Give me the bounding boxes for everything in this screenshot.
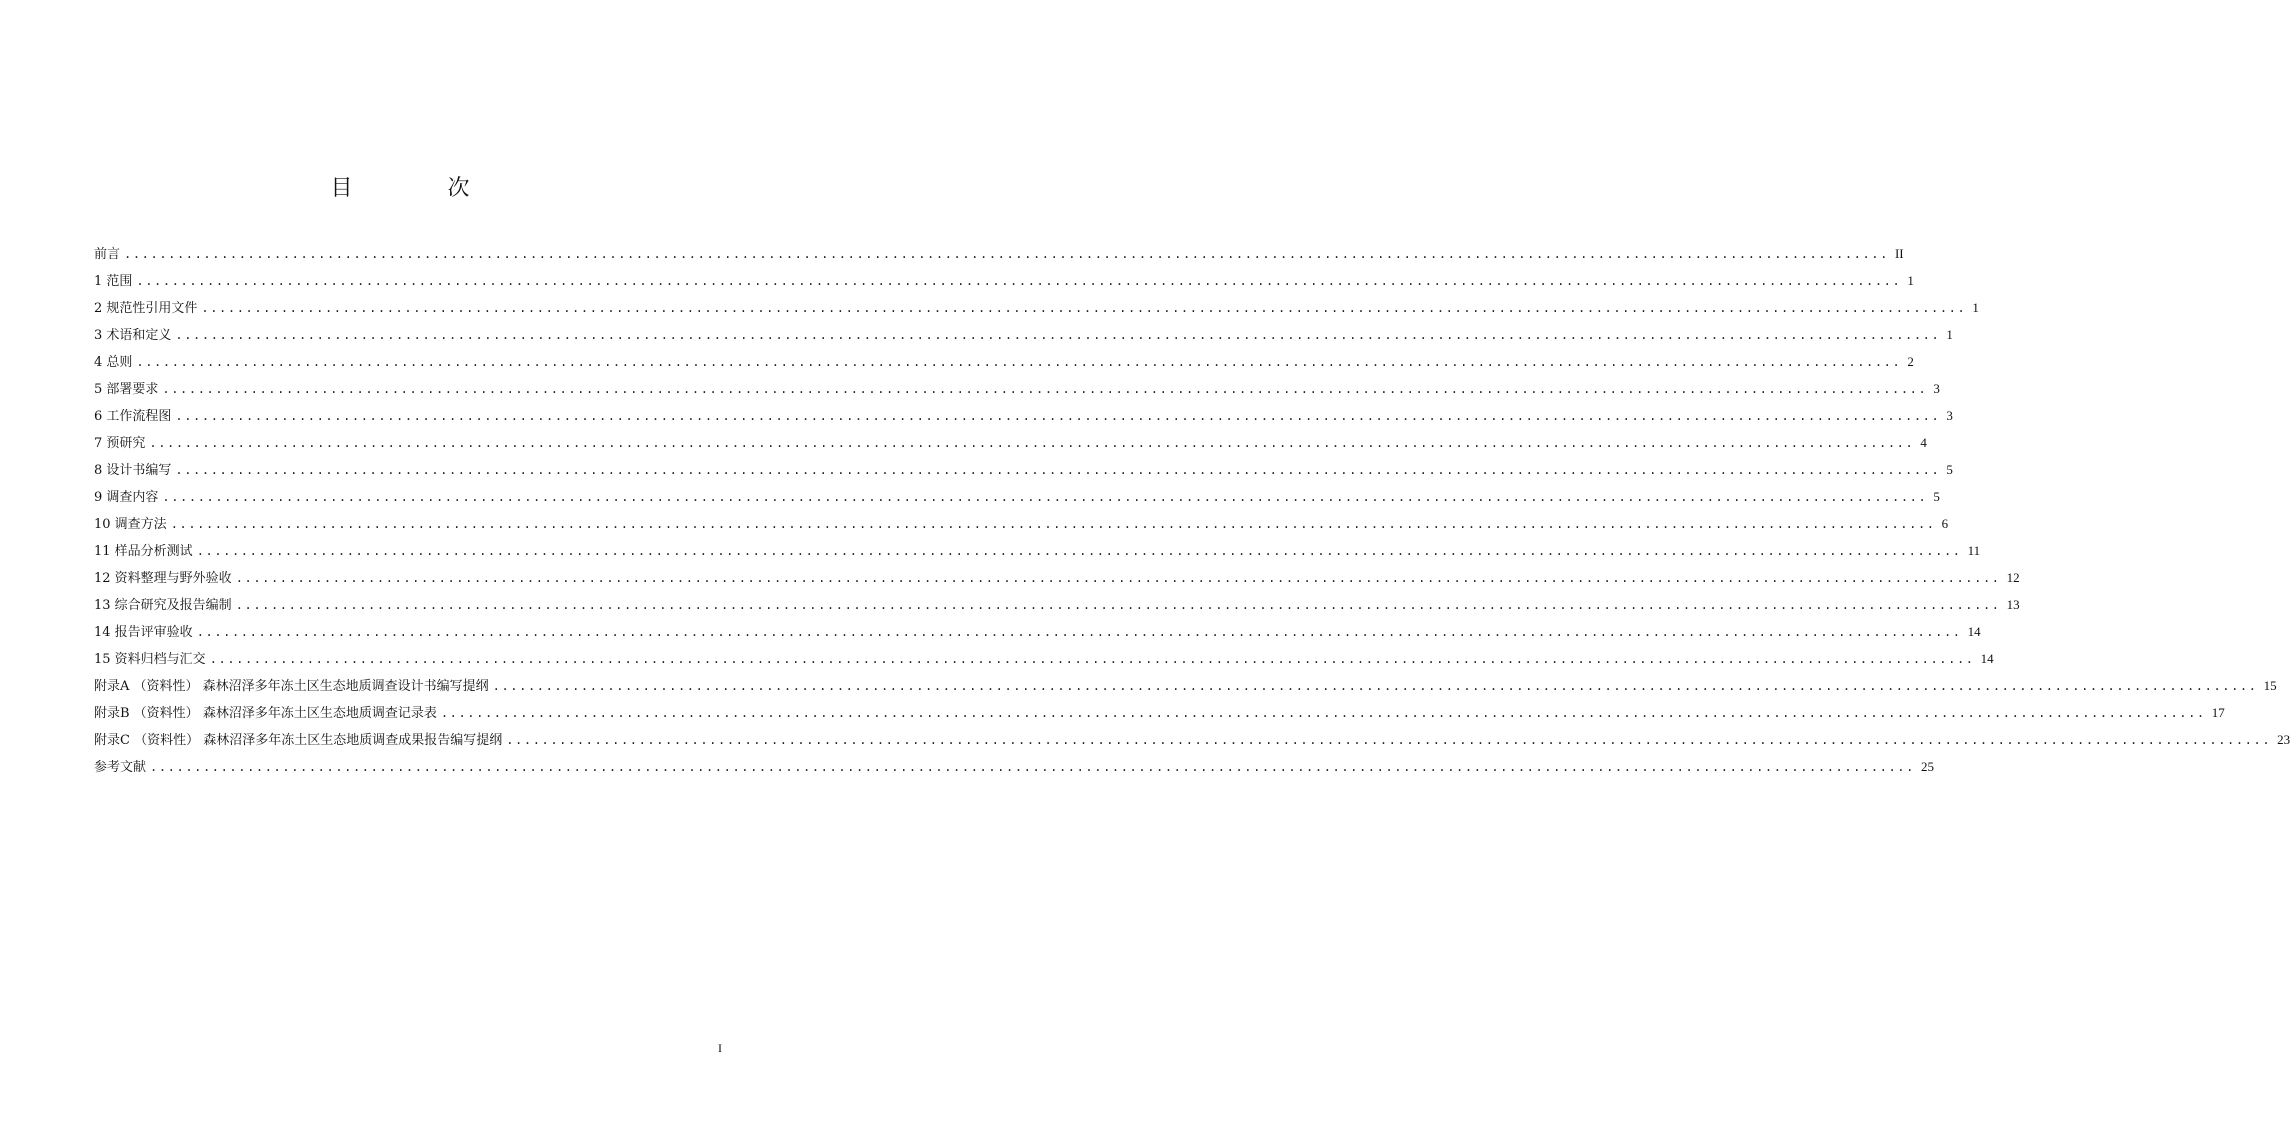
toc-dot-leader: ........................................................................................................................................................................................................: [209, 652, 1975, 666]
toc-entry-label[interactable]: 12 资料整理与野外验收: [94, 571, 232, 586]
toc-entry-label[interactable]: 1 范围: [94, 274, 133, 289]
toc-dot-leader: ........................................................................................................................................................................................................: [175, 409, 1941, 423]
toc-dot-leader: ........................................................................................................................................................................................................: [506, 733, 2272, 747]
toc-entry-label[interactable]: 8 设计书编写: [94, 463, 172, 478]
toc-entry[interactable]: [94, 483, 1940, 510]
toc-entry[interactable]: [94, 267, 1914, 294]
toc-entry-label[interactable]: 前言: [94, 247, 121, 262]
page-title: 目 次: [330, 176, 514, 201]
toc-dot-leader: ........................................................................................................................................................................................................: [492, 679, 2258, 693]
toc-entry-page[interactable]: 25: [1920, 759, 1934, 774]
toc-entry[interactable]: [94, 672, 2277, 699]
toc-dot-leader: ........................................................................................................................................................................................................: [136, 274, 1902, 288]
toc-entry-page[interactable]: 1: [1972, 300, 1979, 315]
toc-entry[interactable]: [94, 375, 1940, 402]
toc-entry[interactable]: [94, 726, 2290, 753]
toc-dot-leader: ........................................................................................................................................................................................................: [150, 760, 1915, 774]
toc-entry-page[interactable]: 2: [1907, 354, 1914, 369]
toc-entry-page[interactable]: 14: [1980, 651, 1994, 666]
toc-entry[interactable]: [94, 591, 2020, 618]
toc-entry[interactable]: [94, 753, 1934, 780]
toc-entry-label[interactable]: 10 调查方法: [94, 517, 167, 532]
page-number: I: [718, 1041, 722, 1055]
toc-entry-label[interactable]: 5 部署要求: [94, 382, 159, 397]
toc-entry[interactable]: [94, 456, 1953, 483]
toc-dot-leader: ........................................................................................................................................................................................................: [175, 328, 1941, 342]
toc-entry[interactable]: [94, 240, 1904, 267]
toc-entry-label[interactable]: 附录C （资料性） 森林沼泽多年冻土区生态地质调查成果报告编写提纲: [94, 733, 503, 748]
toc-entry-label[interactable]: 9 调查内容: [94, 490, 159, 505]
toc-entry[interactable]: [94, 645, 1994, 672]
toc-entry[interactable]: [94, 699, 2225, 726]
toc-dot-leader: ........................................................................................................................................................................................................: [196, 544, 1962, 558]
toc-entry[interactable]: [94, 429, 1927, 456]
toc-entry-page[interactable]: 3: [1946, 408, 1953, 423]
toc-entry-page[interactable]: 14: [1967, 624, 1981, 639]
toc-entry[interactable]: [94, 294, 1979, 321]
toc-entry[interactable]: [94, 537, 1981, 564]
toc-entry-page[interactable]: 5: [1933, 489, 1940, 504]
toc-entry[interactable]: [94, 402, 1953, 429]
toc-dot-leader: ........................................................................................................................................................................................................: [162, 382, 1928, 396]
toc-entry-page[interactable]: II: [1894, 246, 1904, 261]
toc-entry-page[interactable]: 17: [2211, 705, 2225, 720]
table-of-contents: [94, 240, 2290, 780]
toc-dot-leader: ........................................................................................................................................................................................................: [136, 355, 1902, 369]
toc-entry-label[interactable]: 14 报告评审验收: [94, 625, 193, 640]
toc-entry-page[interactable]: 6: [1941, 516, 1949, 531]
toc-entry[interactable]: [94, 564, 2020, 591]
toc-entry-page[interactable]: 11: [1967, 543, 1981, 558]
toc-entry-label[interactable]: 3 术语和定义: [94, 328, 172, 343]
toc-dot-leader: ........................................................................................................................................................................................................: [235, 571, 2001, 585]
toc-dot-leader: ........................................................................................................................................................................................................: [440, 706, 2206, 720]
toc-dot-leader: ........................................................................................................................................................................................................: [235, 598, 2001, 612]
toc-dot-leader: ........................................................................................................................................................................................................: [196, 625, 1962, 639]
toc-dot-leader: ........................................................................................................................................................................................................: [201, 301, 1967, 315]
toc-entry[interactable]: [94, 348, 1914, 375]
toc-entry-label[interactable]: 附录A （资料性） 森林沼泽多年冻土区生态地质调查设计书编写提纲: [94, 679, 489, 694]
toc-entry-label[interactable]: 7 预研究: [94, 436, 146, 451]
toc-dot-leader: ........................................................................................................................................................................................................: [124, 247, 1889, 261]
toc-dot-leader: ........................................................................................................................................................................................................: [170, 517, 1936, 531]
toc-entry-page[interactable]: 12: [2006, 570, 2020, 585]
toc-entry-page[interactable]: 1: [1946, 327, 1953, 342]
toc-entry-label[interactable]: 参考文献: [94, 760, 147, 775]
toc-entry-page[interactable]: 4: [1920, 435, 1927, 450]
toc-dot-leader: ........................................................................................................................................................................................................: [162, 490, 1928, 504]
toc-entry-label[interactable]: 13 综合研究及报告编制: [94, 598, 232, 613]
toc-entry-page[interactable]: 15: [2263, 678, 2277, 693]
toc-entry-label[interactable]: 2 规范性引用文件: [94, 301, 198, 316]
toc-entry-page[interactable]: 1: [1907, 273, 1914, 288]
toc-entry-label[interactable]: 6 工作流程图: [94, 409, 172, 424]
toc-entry-label[interactable]: 15 资料归档与汇交: [94, 652, 206, 667]
toc-dot-leader: ........................................................................................................................................................................................................: [175, 463, 1941, 477]
toc-entry[interactable]: [94, 510, 1949, 537]
toc-entry[interactable]: [94, 618, 1981, 645]
toc-entry-page[interactable]: 5: [1946, 462, 1953, 477]
toc-entry-page[interactable]: 23: [2277, 732, 2290, 747]
toc-entry-label[interactable]: 附录B （资料性） 森林沼泽多年冻土区生态地质调查记录表: [94, 706, 437, 721]
toc-entry[interactable]: [94, 321, 1953, 348]
toc-entry-label[interactable]: 11 样品分析测试: [94, 544, 193, 559]
toc-entry-page[interactable]: 3: [1933, 381, 1940, 396]
toc-entry-page[interactable]: 13: [2006, 597, 2020, 612]
toc-dot-leader: ........................................................................................................................................................................................................: [149, 436, 1915, 450]
toc-entry-label[interactable]: 4 总则: [94, 355, 133, 370]
